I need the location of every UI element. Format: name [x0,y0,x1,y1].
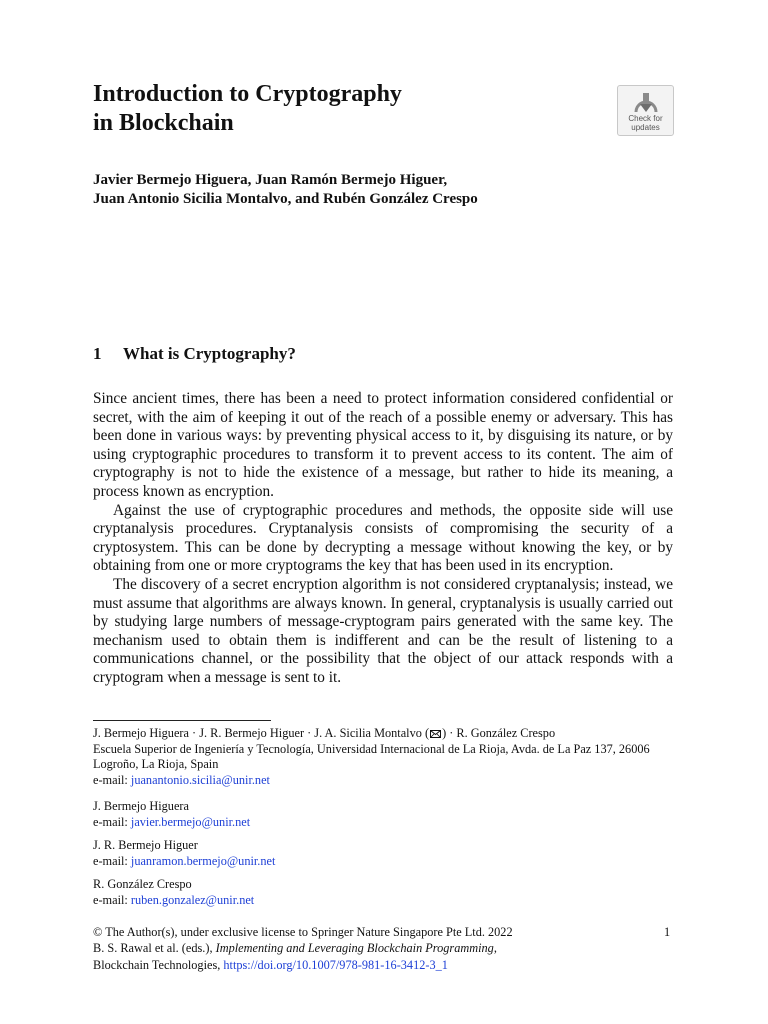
chapter-title-line-1: Introduction to Cryptography [93,81,402,107]
contact-name: R. González Crespo [93,877,192,891]
footnote-divider [93,720,271,721]
check-for-updates-icon [632,90,660,114]
section-heading [93,343,693,365]
author-list [93,171,693,209]
section-title: What is Cryptography? [123,344,296,363]
email-link-main[interactable]: juanantonio.sicilia@unir.net [130,772,270,787]
email-row: e-mail: javier.bermejo@unir.net [93,814,251,829]
paragraph-2: Against the use of cryptographic procedures and methods, the opposite side will use cryptanalysis procedures. Cryptanalysis consists of compromising the security of a cryptosystem. This can be done by decrypting a message without knowing the key, or by obtaining from one or more cryptograms the key that has been used in its encryption. [93,501,673,575]
author-line-1: Javier Bermejo Higuera, Juan Ramón Bermejo Higuer, [93,172,448,188]
chapter-title [93,80,563,138]
author-line-2: Juan Antonio Sicilia Montalvo, and Rubén González Crespo [93,191,478,207]
footnote-contact-3 [93,877,683,908]
email-link[interactable]: ruben.gonzalez@unir.net [130,892,255,907]
email-row: e-mail: juanramon.bermejo@unir.net [93,853,276,868]
email-link[interactable]: javier.bermejo@unir.net [130,814,251,829]
paragraph-1: Since ancient times, there has been a need to protect information considered confidential or secret, with the aim of keeping it out of the reach of a possible enemy or adversary. This has been done in various ways: by preventing physical access to it, by disguising its nature, or by using cryptographic procedures to transform it to prevent access to its content. The aim of cryptography is not to hide the existence of a message, but rather to hide its meaning, a process known as encryption. [93,390,673,500]
copyright-line: © The Author(s), under exclusive license to Springer Nature Singapore Pte Ltd. 2022 [93,925,513,939]
body-text [93,390,673,688]
check-for-updates-badge[interactable] [617,85,674,136]
badge-line-1: Check for [628,114,663,123]
book-citation-line: B. S. Rawal et al. (eds.), Implementing and Leveraging Blockchain Programming, [93,941,497,956]
email-link[interactable]: juanramon.bermejo@unir.net [130,853,276,868]
envelope-icon [430,730,441,738]
contact-name: J. Bermejo Higuera [93,799,189,813]
footnote-author-line: J. Bermejo Higuera · J. R. Bermejo Higuer · J. A. Sicilia Montalvo ( ) · R. González Crespo [93,726,556,740]
section-number: 1 [93,344,102,363]
footnote-affiliation [93,726,683,788]
copyright-block [93,924,683,973]
page-number: 1 [664,925,671,939]
email-row-main: e-mail: juanantonio.sicilia@unir.net [93,772,270,787]
footnote-contact-1 [93,799,683,830]
affiliation-address: Escuela Superior de Ingeniería y Tecnología, Universidad Internacional de La Rioja, Avda. de La Paz 137, 26006 Logroño, La Rioja, Spain [93,741,650,772]
paragraph-3: The discovery of a secret encryption algorithm is not considered cryptanalysis; instead, we must assume that algorithms are always known. In general, cryptanalysis is usually carried out by studying large numbers of message-cryptogram pairs generated with the same key. The mechanism used to obtain them is indifferent and can be the result of listening to a communications channel, or the possibility that the object of our attack responds with a cryptogram when a message is sent to it. [93,575,673,686]
book-title: Implementing and Leveraging Blockchain Programming [215,941,494,956]
footnote-contact-2 [93,838,683,869]
doi-line: Blockchain Technologies, https://doi.org/10.1007/978-981-16-3412-3_1 [93,957,448,972]
chapter-title-line-2: in Blockchain [93,110,234,136]
doi-link[interactable]: https://doi.org/10.1007/978-981-16-3412-3_1 [223,957,448,972]
badge-line-2: updates [631,123,660,132]
contact-name: J. R. Bermejo Higuer [93,838,198,852]
email-row: e-mail: ruben.gonzalez@unir.net [93,892,255,907]
